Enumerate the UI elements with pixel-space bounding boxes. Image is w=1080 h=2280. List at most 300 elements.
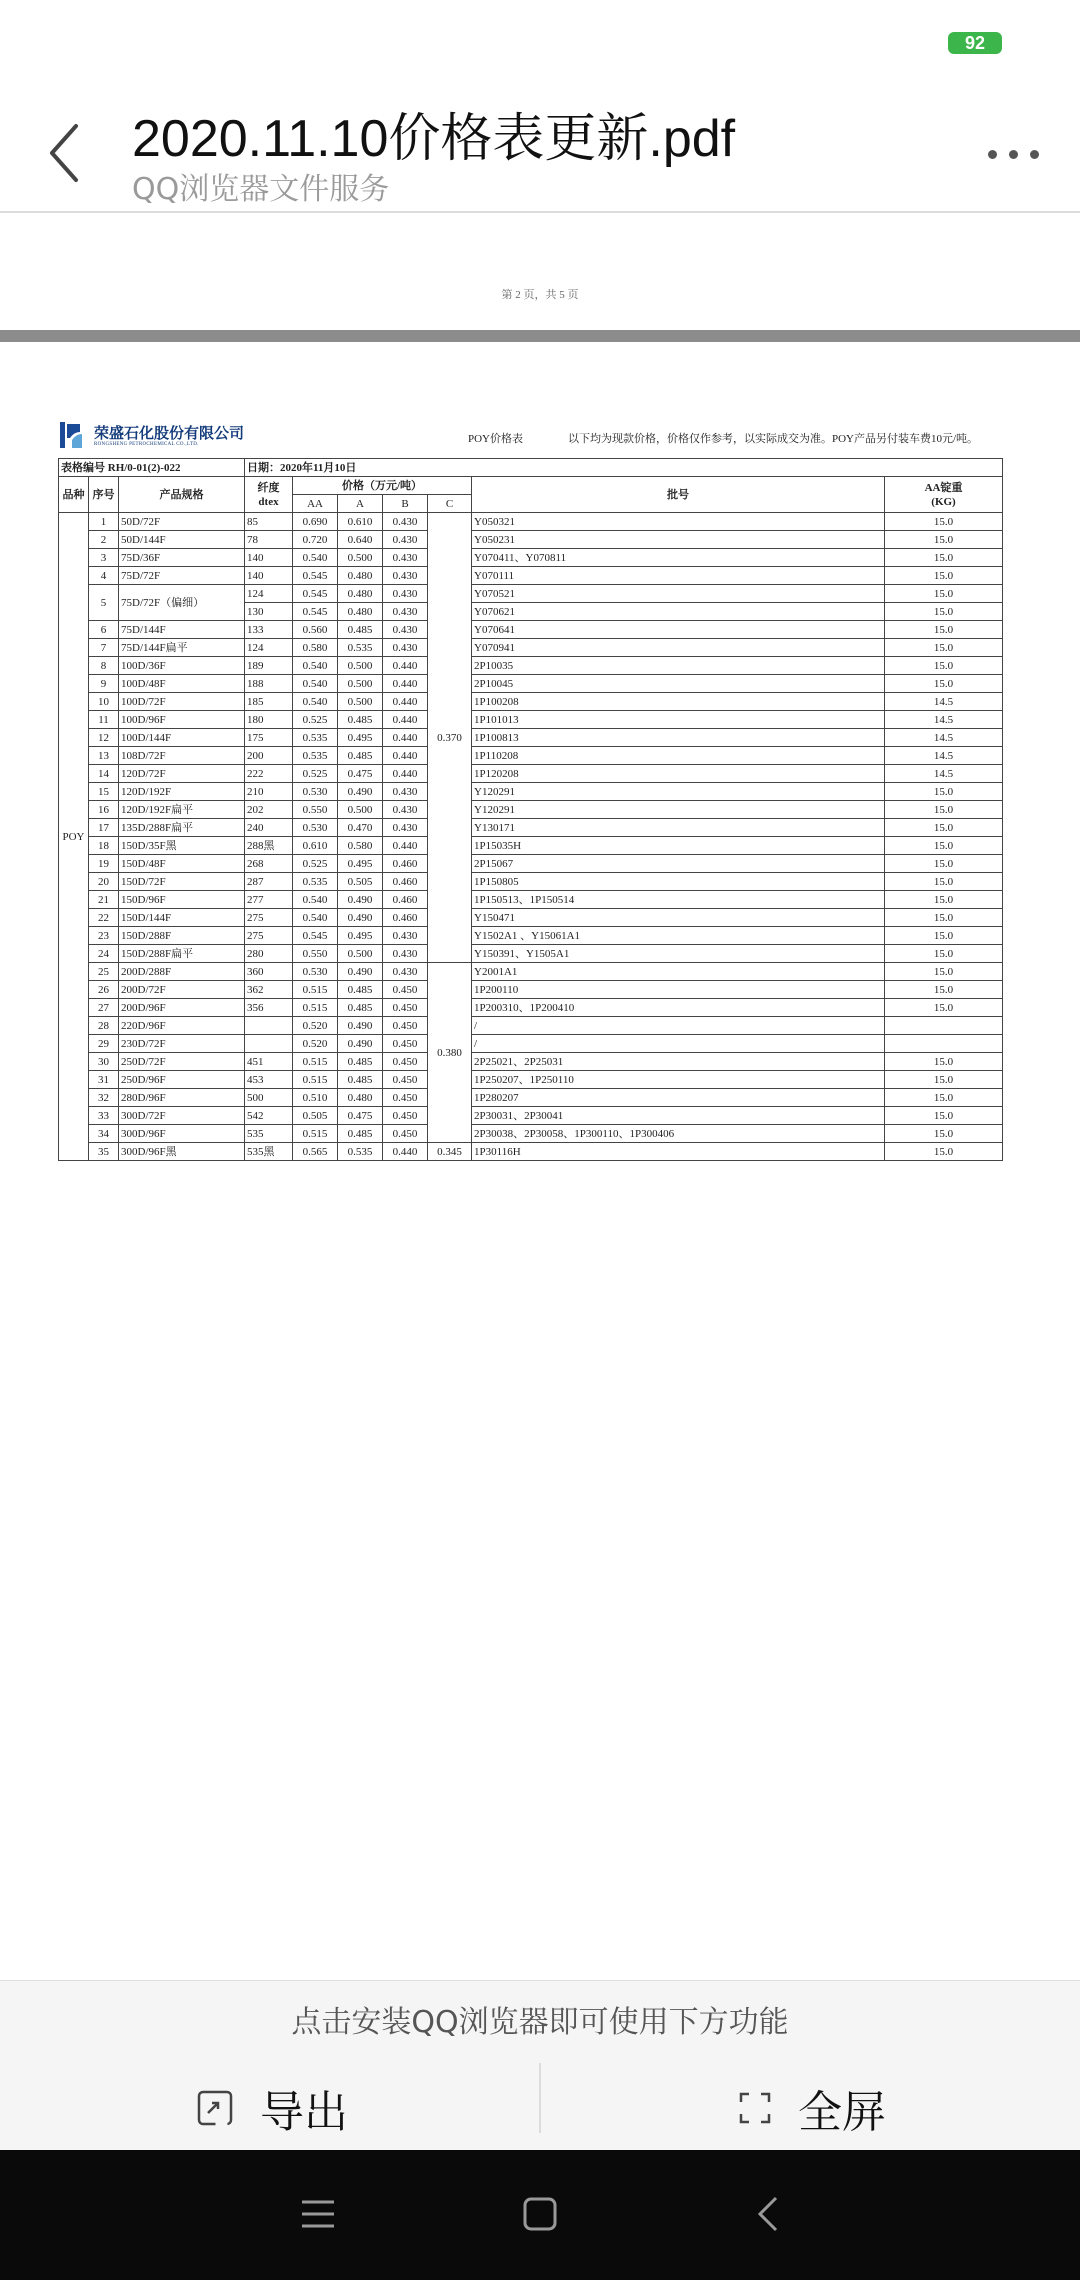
- price-a-cell: 0.485: [338, 621, 383, 639]
- batch-cell: Y130171: [472, 819, 885, 837]
- dtex-cell: 280: [245, 945, 293, 963]
- table-row: [59, 1035, 1003, 1053]
- price-aa-cell: 0.515: [293, 981, 338, 999]
- batch-cell: Y070111: [472, 567, 885, 585]
- weight-cell: 15.0: [885, 783, 1003, 801]
- dtex-cell: 140: [245, 567, 293, 585]
- price-a-cell: 0.580: [338, 837, 383, 855]
- price-aa-cell: 0.545: [293, 603, 338, 621]
- dtex-cell: 287: [245, 873, 293, 891]
- spec-cell: 300D/72F: [119, 1107, 245, 1125]
- seq-cell: 27: [89, 999, 119, 1017]
- col-price: 价格（万元/吨）: [293, 477, 472, 495]
- price-b-cell: 0.450: [383, 981, 428, 999]
- price-aa-cell: 0.530: [293, 783, 338, 801]
- table-row: [59, 675, 1003, 693]
- spec-cell: 50D/144F: [119, 531, 245, 549]
- table-row: [59, 1053, 1003, 1071]
- dtex-cell: 277: [245, 891, 293, 909]
- weight-cell: 15.0: [885, 1107, 1003, 1125]
- batch-cell: 1P150805: [472, 873, 885, 891]
- seq-cell: 34: [89, 1125, 119, 1143]
- table-row: [59, 549, 1003, 567]
- seq-cell: 19: [89, 855, 119, 873]
- seq-cell: 5: [89, 585, 119, 621]
- dtex-cell: 124: [245, 639, 293, 657]
- dtex-cell: 202: [245, 801, 293, 819]
- col-c: C: [428, 495, 472, 513]
- back-arrow-icon: [40, 118, 90, 188]
- price-aa-cell: 0.505: [293, 1107, 338, 1125]
- seq-cell: 9: [89, 675, 119, 693]
- price-a-cell: 0.500: [338, 801, 383, 819]
- weight-cell: 14.5: [885, 693, 1003, 711]
- form-info-row: [59, 459, 1003, 477]
- seq-cell: 20: [89, 873, 119, 891]
- more-options-button[interactable]: [984, 136, 1044, 172]
- price-b-cell: 0.450: [383, 1107, 428, 1125]
- batch-cell: 1P150513、1P150514: [472, 891, 885, 909]
- price-b-cell: 0.450: [383, 1053, 428, 1071]
- dtex-cell: 210: [245, 783, 293, 801]
- price-aa-cell: 0.535: [293, 747, 338, 765]
- more-dots-icon: [988, 150, 997, 159]
- batch-cell: 1P100208: [472, 693, 885, 711]
- file-title: 2020.11.10价格表更新.pdf: [132, 110, 736, 168]
- weight-cell: 15.0: [885, 909, 1003, 927]
- batch-cell: 1P120208: [472, 765, 885, 783]
- price-aa-cell: 0.690: [293, 513, 338, 531]
- batch-cell: 1P101013: [472, 711, 885, 729]
- seq-cell: 29: [89, 1035, 119, 1053]
- dtex-cell: 240: [245, 819, 293, 837]
- dtex-cell: 140: [245, 549, 293, 567]
- dtex-cell: 185: [245, 693, 293, 711]
- spec-cell: 100D/144F: [119, 729, 245, 747]
- price-a-cell: 0.495: [338, 729, 383, 747]
- price-aa-cell: 0.540: [293, 693, 338, 711]
- price-b-cell: 0.440: [383, 837, 428, 855]
- spec-cell: 150D/144F: [119, 909, 245, 927]
- price-a-cell: 0.535: [338, 1143, 383, 1161]
- batch-cell: Y150471: [472, 909, 885, 927]
- price-b-cell: 0.440: [383, 747, 428, 765]
- col-aa: AA: [293, 495, 338, 513]
- nav-home-button[interactable]: [516, 2190, 564, 2238]
- seq-cell: 17: [89, 819, 119, 837]
- price-a-cell: 0.500: [338, 549, 383, 567]
- price-a-cell: 0.640: [338, 531, 383, 549]
- price-b-cell: 0.440: [383, 1143, 428, 1161]
- batch-cell: Y070521: [472, 585, 885, 603]
- price-b-cell: 0.460: [383, 855, 428, 873]
- table-row: [59, 837, 1003, 855]
- seq-cell: 18: [89, 837, 119, 855]
- price-aa-cell: 0.565: [293, 1143, 338, 1161]
- seq-cell: 13: [89, 747, 119, 765]
- install-prompt[interactable]: 点击安装QQ浏览器即可使用下方功能: [291, 2005, 789, 2040]
- export-button[interactable]: [196, 2073, 348, 2143]
- spec-cell: 108D/72F: [119, 747, 245, 765]
- table-row: [59, 981, 1003, 999]
- weight-cell: 15.0: [885, 513, 1003, 531]
- price-a-cell: 0.495: [338, 855, 383, 873]
- weight-cell: 15.0: [885, 639, 1003, 657]
- dtex-cell: 275: [245, 927, 293, 945]
- fullscreen-label: 全屏: [798, 2087, 886, 2138]
- batch-cell: Y070641: [472, 621, 885, 639]
- col-batch: 批号: [472, 477, 885, 513]
- seq-cell: 15: [89, 783, 119, 801]
- pdf-page: [58, 418, 1002, 1161]
- price-b-cell: 0.450: [383, 1017, 428, 1035]
- seq-cell: 11: [89, 711, 119, 729]
- col-a: A: [338, 495, 383, 513]
- dtex-cell: 453: [245, 1071, 293, 1089]
- table-row: [59, 657, 1003, 675]
- spec-cell: 150D/288F: [119, 927, 245, 945]
- nav-back-button[interactable]: [744, 2190, 792, 2238]
- table-row: [59, 801, 1003, 819]
- spec-cell: 300D/96F黑: [119, 1143, 245, 1161]
- table-row: [59, 585, 1003, 603]
- dtex-cell: 451: [245, 1053, 293, 1071]
- export-label: 导出: [260, 2087, 348, 2138]
- col-fineness: 纤度 dtex: [245, 477, 293, 513]
- app-header: [0, 80, 1080, 212]
- header-row: [59, 477, 1003, 495]
- weight-cell: 15.0: [885, 531, 1003, 549]
- dtex-cell: 275: [245, 909, 293, 927]
- seq-cell: 4: [89, 567, 119, 585]
- weight-cell: 15.0: [885, 603, 1003, 621]
- batch-cell: Y050321: [472, 513, 885, 531]
- price-aa-cell: 0.540: [293, 675, 338, 693]
- spec-cell: 150D/35F黑: [119, 837, 245, 855]
- price-note: 以下均为现款价格，价格仅作参考，以实际成交为准。POY产品另付装车费10元/吨。: [568, 433, 979, 445]
- weight-cell: 15.0: [885, 1071, 1003, 1089]
- price-b-cell: 0.450: [383, 999, 428, 1017]
- price-b-cell: 0.450: [383, 1125, 428, 1143]
- price-aa-cell: 0.520: [293, 1035, 338, 1053]
- file-subtitle: QQ浏览器文件服务: [132, 172, 390, 207]
- doc-date: 日期：2020年11月10日: [245, 459, 1003, 477]
- table-row: [59, 1125, 1003, 1143]
- menu-icon: [294, 2190, 342, 2238]
- table-row: [59, 783, 1003, 801]
- price-aa-cell: 0.550: [293, 945, 338, 963]
- batch-cell: 1P30116H: [472, 1143, 885, 1161]
- seq-cell: 7: [89, 639, 119, 657]
- dtex-cell: 188: [245, 675, 293, 693]
- price-b-cell: 0.440: [383, 693, 428, 711]
- seq-cell: 12: [89, 729, 119, 747]
- price-b-cell: 0.430: [383, 531, 428, 549]
- price-aa-cell: 0.515: [293, 1071, 338, 1089]
- weight-cell: [885, 1017, 1003, 1035]
- batch-cell: 1P15035H: [472, 837, 885, 855]
- weight-cell: 15.0: [885, 981, 1003, 999]
- dtex-cell: 535: [245, 1125, 293, 1143]
- seq-cell: 6: [89, 621, 119, 639]
- seq-cell: 30: [89, 1053, 119, 1071]
- dtex-cell: 535黑: [245, 1143, 293, 1161]
- fullscreen-button[interactable]: [738, 2073, 886, 2143]
- back-chevron-icon: [744, 2190, 792, 2238]
- price-b-cell: 0.430: [383, 945, 428, 963]
- price-aa-cell: 0.530: [293, 963, 338, 981]
- price-aa-cell: 0.515: [293, 1125, 338, 1143]
- bar-divider: [539, 2063, 541, 2133]
- price-aa-cell: 0.530: [293, 819, 338, 837]
- system-nav-bar: [0, 2150, 1080, 2280]
- table-row: [59, 693, 1003, 711]
- spec-cell: 280D/96F: [119, 1089, 245, 1107]
- price-b-cell: 0.440: [383, 711, 428, 729]
- price-c-cell: 0.380: [428, 963, 472, 1143]
- price-b-cell: 0.450: [383, 1071, 428, 1089]
- batch-cell: Y120291: [472, 783, 885, 801]
- col-spec: 产品规格: [119, 477, 245, 513]
- weight-cell: 15.0: [885, 621, 1003, 639]
- weight-cell: 14.5: [885, 765, 1003, 783]
- price-a-cell: 0.490: [338, 1017, 383, 1035]
- batch-cell: Y070411、Y070811: [472, 549, 885, 567]
- batch-cell: 1P110208: [472, 747, 885, 765]
- batch-cell: /: [472, 1035, 885, 1053]
- table-row: [59, 999, 1003, 1017]
- page-indicator: 第 2 页，共 5 页: [501, 289, 579, 301]
- table-title: POY价格表: [468, 433, 524, 445]
- price-a-cell: 0.490: [338, 909, 383, 927]
- table-row: [59, 1071, 1003, 1089]
- price-aa-cell: 0.510: [293, 1089, 338, 1107]
- table-row: [59, 1107, 1003, 1125]
- weight-cell: 14.5: [885, 729, 1003, 747]
- table-row: [59, 1017, 1003, 1035]
- table-row: [59, 711, 1003, 729]
- price-b-cell: 0.440: [383, 657, 428, 675]
- weight-cell: 15.0: [885, 657, 1003, 675]
- price-a-cell: 0.505: [338, 873, 383, 891]
- seq-cell: 1: [89, 513, 119, 531]
- col-weight: AA锭重 (KG): [885, 477, 1003, 513]
- spec-cell: 120D/192F: [119, 783, 245, 801]
- price-b-cell: 0.460: [383, 909, 428, 927]
- spec-cell: 75D/36F: [119, 549, 245, 567]
- variety-cell: POY: [59, 513, 89, 1161]
- doc-header: [58, 418, 1002, 458]
- batch-cell: 1P200310、1P200410: [472, 999, 885, 1017]
- weight-cell: [885, 1035, 1003, 1053]
- batch-cell: 1P200110: [472, 981, 885, 999]
- price-b-cell: 0.440: [383, 675, 428, 693]
- batch-cell: /: [472, 1017, 885, 1035]
- price-c-cell: 0.370: [428, 513, 472, 963]
- seq-cell: 26: [89, 981, 119, 999]
- spec-cell: 200D/96F: [119, 999, 245, 1017]
- seq-cell: 10: [89, 693, 119, 711]
- spec-cell: 100D/36F: [119, 657, 245, 675]
- price-b-cell: 0.430: [383, 927, 428, 945]
- table-row: [59, 963, 1003, 981]
- page-separator: [0, 330, 1080, 342]
- table-row: [59, 621, 1003, 639]
- price-a-cell: 0.490: [338, 1035, 383, 1053]
- back-button[interactable]: [40, 118, 90, 188]
- spec-cell: 150D/48F: [119, 855, 245, 873]
- price-aa-cell: 0.515: [293, 999, 338, 1017]
- spec-cell: 100D/96F: [119, 711, 245, 729]
- batch-cell: Y2001A1: [472, 963, 885, 981]
- spec-cell: 230D/72F: [119, 1035, 245, 1053]
- weight-cell: 14.5: [885, 747, 1003, 765]
- price-b-cell: 0.430: [383, 801, 428, 819]
- spec-cell: 200D/72F: [119, 981, 245, 999]
- seq-cell: 33: [89, 1107, 119, 1125]
- price-a-cell: 0.480: [338, 567, 383, 585]
- table-row: [59, 765, 1003, 783]
- dtex-cell: 133: [245, 621, 293, 639]
- price-aa-cell: 0.515: [293, 1053, 338, 1071]
- seq-cell: 25: [89, 963, 119, 981]
- seq-cell: 16: [89, 801, 119, 819]
- table-row: [59, 819, 1003, 837]
- price-a-cell: 0.535: [338, 639, 383, 657]
- batch-cell: Y1502A1 、Y15061A1: [472, 927, 885, 945]
- price-aa-cell: 0.535: [293, 729, 338, 747]
- price-b-cell: 0.460: [383, 873, 428, 891]
- price-b-cell: 0.460: [383, 891, 428, 909]
- weight-cell: 15.0: [885, 927, 1003, 945]
- dtex-cell: 542: [245, 1107, 293, 1125]
- dtex-cell: 356: [245, 999, 293, 1017]
- batch-cell: Y120291: [472, 801, 885, 819]
- price-a-cell: 0.485: [338, 747, 383, 765]
- price-b-cell: 0.430: [383, 585, 428, 603]
- price-b-cell: 0.430: [383, 549, 428, 567]
- batch-cell: 2P15067: [472, 855, 885, 873]
- seq-cell: 28: [89, 1017, 119, 1035]
- price-b-cell: 0.450: [383, 1035, 428, 1053]
- table-row: [59, 567, 1003, 585]
- spec-cell: 100D/48F: [119, 675, 245, 693]
- weight-cell: 14.5: [885, 711, 1003, 729]
- table-row: [59, 891, 1003, 909]
- header-divider: [0, 211, 1080, 213]
- dtex-cell: [245, 1017, 293, 1035]
- seq-cell: 8: [89, 657, 119, 675]
- spec-cell: 200D/288F: [119, 963, 245, 981]
- spec-cell: 75D/72F: [119, 567, 245, 585]
- price-a-cell: 0.500: [338, 657, 383, 675]
- price-b-cell: 0.430: [383, 603, 428, 621]
- table-row: [59, 855, 1003, 873]
- price-aa-cell: 0.525: [293, 855, 338, 873]
- seq-cell: 21: [89, 891, 119, 909]
- home-square-icon: [516, 2190, 564, 2238]
- price-b-cell: 0.430: [383, 639, 428, 657]
- batch-cell: 2P25021、2P25031: [472, 1053, 885, 1071]
- dtex-cell: 288黑: [245, 837, 293, 855]
- company-logo-icon: [60, 422, 82, 448]
- spec-cell: 135D/288F扁平: [119, 819, 245, 837]
- export-icon: [196, 2089, 234, 2127]
- seq-cell: 22: [89, 909, 119, 927]
- dtex-cell: 124: [245, 585, 293, 603]
- price-aa-cell: 0.525: [293, 711, 338, 729]
- bottom-action-bar: [0, 1980, 1080, 2151]
- seq-cell: 14: [89, 765, 119, 783]
- price-a-cell: 0.495: [338, 927, 383, 945]
- seq-cell: 23: [89, 927, 119, 945]
- table-row: [59, 909, 1003, 927]
- price-b-cell: 0.450: [383, 1089, 428, 1107]
- price-aa-cell: 0.720: [293, 531, 338, 549]
- price-a-cell: 0.485: [338, 981, 383, 999]
- price-aa-cell: 0.610: [293, 837, 338, 855]
- weight-cell: 15.0: [885, 945, 1003, 963]
- weight-cell: 15.0: [885, 549, 1003, 567]
- price-aa-cell: 0.545: [293, 585, 338, 603]
- batch-cell: Y070621: [472, 603, 885, 621]
- dtex-cell: 180: [245, 711, 293, 729]
- weight-cell: 15.0: [885, 1125, 1003, 1143]
- weight-cell: 15.0: [885, 567, 1003, 585]
- price-a-cell: 0.500: [338, 945, 383, 963]
- price-a-cell: 0.490: [338, 891, 383, 909]
- spec-cell: 75D/72F（偏细）: [119, 585, 245, 621]
- price-b-cell: 0.430: [383, 567, 428, 585]
- spec-cell: 120D/72F: [119, 765, 245, 783]
- dtex-cell: 78: [245, 531, 293, 549]
- table-row: [59, 639, 1003, 657]
- batch-cell: 1P100813: [472, 729, 885, 747]
- price-aa-cell: 0.520: [293, 1017, 338, 1035]
- price-a-cell: 0.485: [338, 999, 383, 1017]
- batch-cell: Y050231: [472, 531, 885, 549]
- table-row: [59, 531, 1003, 549]
- price-a-cell: 0.480: [338, 585, 383, 603]
- weight-cell: 15.0: [885, 891, 1003, 909]
- dtex-cell: 189: [245, 657, 293, 675]
- table-row: [59, 513, 1003, 531]
- col-b: B: [383, 495, 428, 513]
- price-b-cell: 0.430: [383, 783, 428, 801]
- spec-cell: 50D/72F: [119, 513, 245, 531]
- spec-cell: 250D/96F: [119, 1071, 245, 1089]
- price-c-cell: 0.345: [428, 1143, 472, 1161]
- price-b-cell: 0.430: [383, 819, 428, 837]
- seq-cell: 24: [89, 945, 119, 963]
- nav-menu-button[interactable]: [294, 2190, 342, 2238]
- spec-cell: 150D/72F: [119, 873, 245, 891]
- batch-cell: 1P280207: [472, 1089, 885, 1107]
- price-a-cell: 0.475: [338, 765, 383, 783]
- price-a-cell: 0.470: [338, 819, 383, 837]
- fullscreen-icon: [738, 2091, 772, 2125]
- company-name: 荣盛石化股份有限公司: [94, 426, 245, 442]
- price-a-cell: 0.485: [338, 711, 383, 729]
- price-a-cell: 0.485: [338, 1053, 383, 1071]
- seq-cell: 35: [89, 1143, 119, 1161]
- price-a-cell: 0.485: [338, 1071, 383, 1089]
- spec-cell: 150D/96F: [119, 891, 245, 909]
- batch-cell: Y070941: [472, 639, 885, 657]
- batch-cell: 1P250207、1P250110: [472, 1071, 885, 1089]
- battery-indicator: 92: [948, 32, 1002, 54]
- dtex-cell: 200: [245, 747, 293, 765]
